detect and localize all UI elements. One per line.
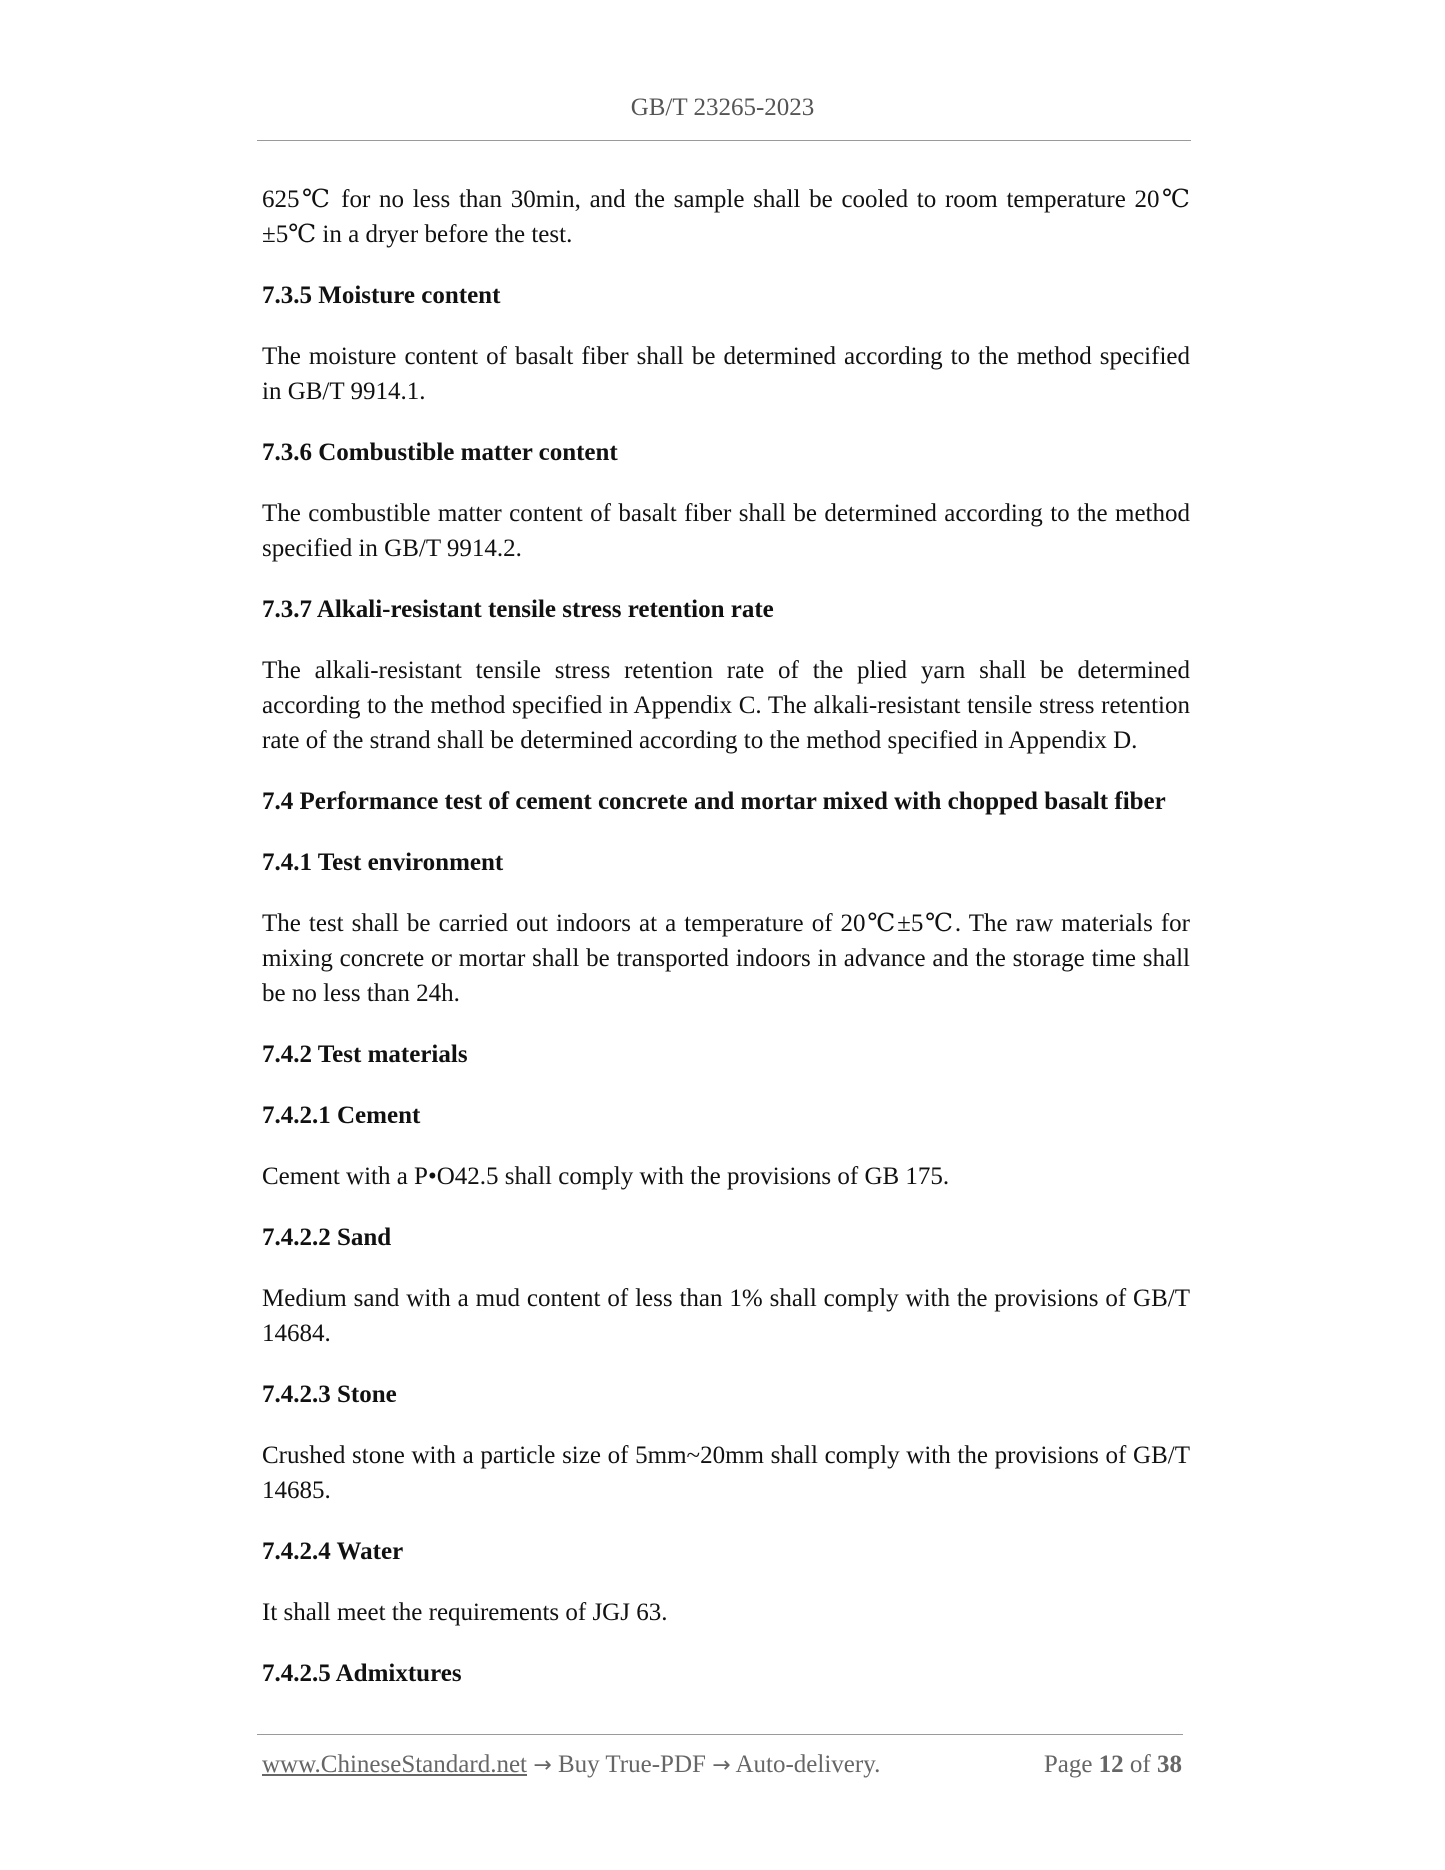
auto-delivery-text: Auto-delivery. [735,1751,881,1778]
heading-7-4-1: 7.4.1 Test environment [262,849,504,876]
document-body [262,182,1190,1691]
paragraph-7-3-7: The alkali-resistant tensile stress retention rate of the plied yarn shall be determined according to the method specified in Appendix C. The alkali-resistant tensile stress retention rate of the strand shall be determined according to the method specified in Appendix D. [262,657,1190,754]
paragraph-continued: 625℃ for no less than 30min, and the sample shall be cooled to room temperature 20℃±5℃ in a dryer before the test. [262,186,1190,248]
heading-7-4: 7.4 Performance test of cement concrete and mortar mixed with chopped basalt fiber [262,788,1166,815]
page-footer [262,1751,1182,1785]
page-total: 38 [1157,1751,1182,1778]
page-header-title: GB/T 23265-2023 [630,94,815,121]
paragraph-7-4-2-1: Cement with a P•O42.5 shall comply with the provisions of GB 175. [262,1163,950,1190]
footer-divider [257,1734,1183,1735]
footer-promo [262,1751,880,1779]
header-divider [257,140,1191,141]
paragraph-7-4-2-3: Crushed stone with a particle size of 5mm~20mm shall comply with the provisions of GB/T 14685. [262,1442,1190,1504]
heading-7-4-2-5: 7.4.2.5 Admixtures [262,1660,462,1687]
paragraph-7-4-1: The test shall be carried out indoors at a temperature of 20℃±5℃. The raw materials for mixing concrete or mortar shall be transported indoors in advance and the storage time shall be no less than 24h. [262,910,1190,1007]
paragraph-7-4-2-2: Medium sand with a mud content of less than 1% shall comply with the provisions of GB/T 14684. [262,1285,1190,1347]
buy-true-pdf-text: Buy True-PDF [557,1751,706,1778]
paragraph-7-3-5: The moisture content of basalt fiber shall be determined according to the method specified in GB/T 9914.1. [262,343,1190,405]
heading-7-3-6: 7.3.6 Combustible matter content [262,439,618,466]
page-number [1044,1751,1182,1779]
paragraph-7-4-2-4: It shall meet the requirements of JGJ 63. [262,1599,668,1626]
page-current: 12 [1098,1751,1124,1778]
paragraph-7-3-6: The combustible matter content of basalt fiber shall be determined according to the method specified in GB/T 9914.2. [262,500,1190,562]
heading-7-4-2-2: 7.4.2.2 Sand [262,1224,392,1251]
heading-7-3-5: 7.3.5 Moisture content [262,282,501,309]
heading-7-3-7: 7.3.7 Alkali-resistant tensile stress retention rate [262,596,774,623]
arrow-right-icon: → [712,1753,731,1778]
chinesestandard-link[interactable]: www.ChineseStandard.net [262,1751,527,1778]
heading-7-4-2-3: 7.4.2.3 Stone [262,1381,397,1408]
arrow-right-icon: → [533,1753,552,1778]
heading-7-4-2-4: 7.4.2.4 Water [262,1538,404,1565]
heading-7-4-2-1: 7.4.2.1 Cement [262,1102,421,1129]
page-label: Page [1043,1751,1093,1778]
heading-7-4-2: 7.4.2 Test materials [262,1041,468,1068]
page-of-label: of [1129,1751,1151,1778]
